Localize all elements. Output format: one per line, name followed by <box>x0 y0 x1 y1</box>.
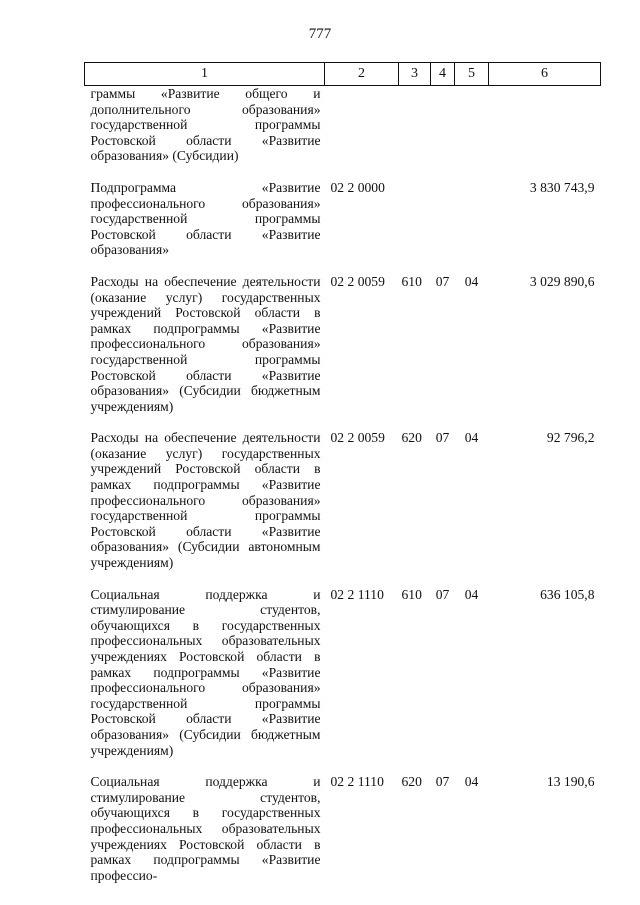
budget-table <box>84 62 601 899</box>
table-row <box>85 274 601 430</box>
row-amount: 3 830 743,9 <box>529 179 595 195</box>
row-description: Социальная поддержка и стимулирование студентов, обучающихся в государственных профессиональных образовательных учреждениях Ростовской области в рамках подпрограммы «Развитие профессио- <box>90 774 321 883</box>
row-expense-type: 620 <box>401 430 422 446</box>
row-description: Расходы на обеспечение деятельности (оказание услуг) государственных учреждений Ростовской области в рамках подпрограммы «Развитие профессионального образования» государственной программы Ростовской области «Развитие образования» (Субсидии бюджетным учреждениям) <box>90 273 321 414</box>
row-expense-type: 620 <box>401 774 422 790</box>
column-header: 4 <box>431 63 455 86</box>
page-number: 777 <box>308 26 332 42</box>
row-expense-type <box>399 180 431 274</box>
row-target-code <box>325 86 399 180</box>
row-section: 07 <box>435 586 450 602</box>
row-description: Расходы на обеспечение деятельности (оказание услуг) государственных учреждений Ростовской области в рамках подпрограммы «Развитие профессионального образования» государственной программы Ростовской области «Развитие образования» (Субсидии автономным учреждениям) <box>90 430 321 571</box>
row-subsection: 04 <box>464 273 479 289</box>
row-subsection: 04 <box>464 774 479 790</box>
row-target-code: 02 2 0000 <box>330 179 385 195</box>
row-section: 07 <box>435 774 450 790</box>
row-target-code: 02 2 1110 <box>330 774 384 790</box>
row-target-code: 02 2 0059 <box>330 430 385 446</box>
row-expense-type: 610 <box>401 586 422 602</box>
row-section <box>431 86 455 180</box>
row-amount: 92 796,2 <box>546 430 595 446</box>
row-subsection: 04 <box>464 586 479 602</box>
row-expense-type <box>399 86 431 180</box>
row-target-code: 02 2 1110 <box>330 586 384 602</box>
row-amount: 636 105,8 <box>540 586 595 602</box>
table-row <box>85 86 601 180</box>
row-subsection <box>455 180 489 274</box>
column-header: 3 <box>399 63 431 86</box>
table-row <box>85 430 601 586</box>
row-subsection: 04 <box>464 430 479 446</box>
column-header: 6 <box>489 63 601 86</box>
column-header: 1 <box>85 63 325 86</box>
row-description: граммы «Развитие общего и дополнительного образования» государственной программы Ростовской области «Развитие образования» (Субсидии) <box>90 86 321 164</box>
row-amount: 13 190,6 <box>546 774 595 790</box>
column-header: 5 <box>455 63 489 86</box>
row-description: Подпрограмма «Развитие профессионального образования» государственной программы Ростовской области «Развитие образования» <box>90 179 321 258</box>
row-section: 07 <box>435 273 450 289</box>
table-row <box>85 180 601 274</box>
row-amount <box>489 86 601 180</box>
table-row <box>85 587 601 775</box>
row-description: Социальная поддержка и стимулирование студентов, обучающихся в государственных профессиональных образовательных учреждениях Ростовской области в рамках подпрограммы «Развитие профессионального образования» государственной программы Ростовской области «Развитие образования» (Субсидии бюджетным учреждениям) <box>90 586 321 758</box>
row-expense-type: 610 <box>401 273 422 289</box>
table-header-row <box>85 63 601 86</box>
row-section <box>431 180 455 274</box>
row-section: 07 <box>435 430 450 446</box>
row-target-code: 02 2 0059 <box>330 273 385 289</box>
table-row <box>85 774 601 899</box>
row-subsection <box>455 86 489 180</box>
column-header: 2 <box>325 63 399 86</box>
row-amount: 3 029 890,6 <box>529 273 595 289</box>
